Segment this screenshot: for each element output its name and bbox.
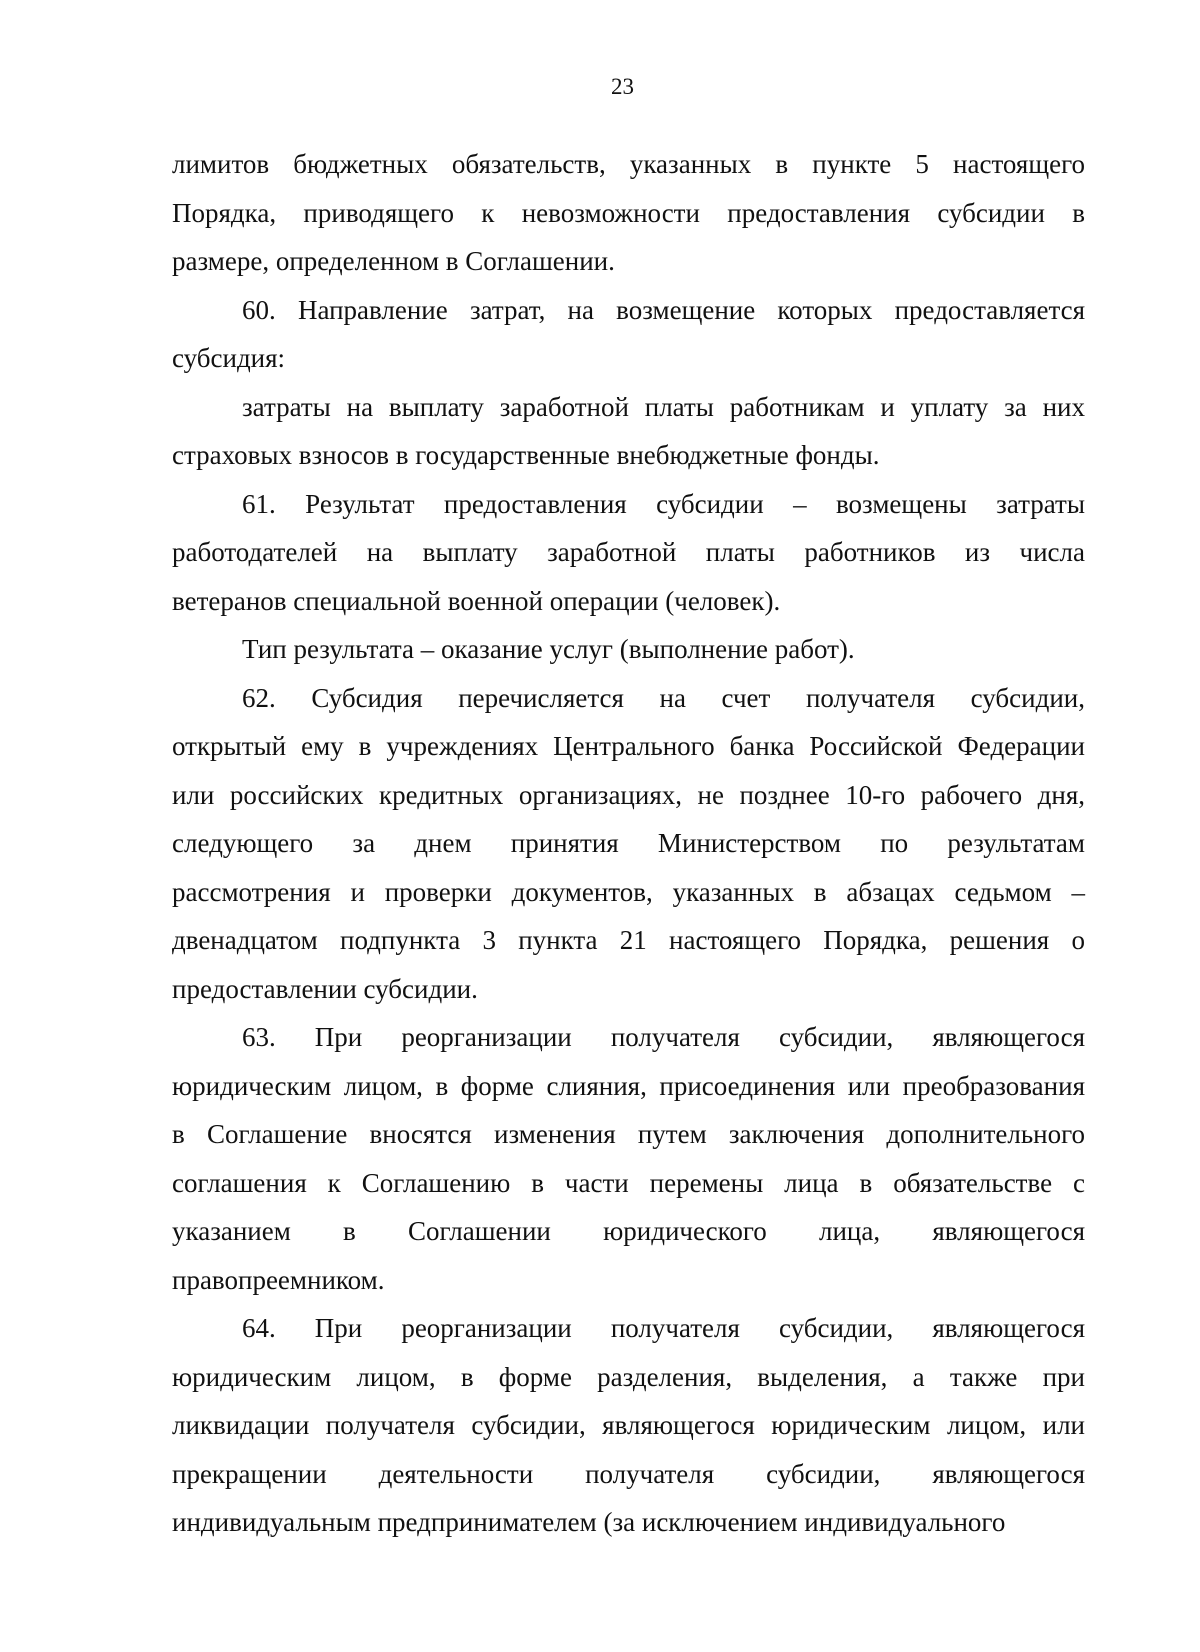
text-line: размере, определенном в Соглашении.	[172, 246, 615, 276]
paragraph-p64	[172, 1304, 1085, 1547]
text-line: правопреемником.	[172, 1264, 385, 1295]
text-line: индивидуальным предпринимателем (за исключением индивидуального	[172, 1507, 1006, 1537]
text-line: 63. При реорганизации получателя субсидии, являющегося	[242, 1022, 1085, 1052]
paragraph-p60	[172, 286, 1085, 383]
text-line: работодателей на выплату заработной платы работников из числа	[172, 537, 1085, 567]
paragraph-p-cont	[172, 140, 1085, 286]
text-line: предоставлении субсидии.	[172, 973, 478, 1004]
page-number: 23	[611, 74, 634, 99]
text-line: указанием в Соглашении юридического лица, являющегося	[172, 1216, 1085, 1246]
text-line: следующего за днем принятия Министерством по результатам	[172, 828, 1085, 858]
text-line: 64. При реорганизации получателя субсидии, являющегося	[242, 1313, 1085, 1343]
paragraph-p61	[172, 480, 1085, 626]
text-line: затраты на выплату заработной платы работникам и уплату за них	[242, 391, 1085, 422]
text-line: рассмотрения и проверки документов, указанных в абзацах седьмом –	[172, 876, 1085, 907]
text-line: страховых взносов в государственные внебюджетные фонды.	[172, 440, 880, 470]
paragraph-p63	[172, 1013, 1085, 1304]
text-line: юридическим лицом, в форме слияния, присоединения или преобразования	[172, 1070, 1085, 1101]
text-line: 60. Направление затрат, на возмещение которых предоставляется	[242, 294, 1085, 325]
text-line: двенадцатом подпункта 3 пункта 21 настоящего Порядка, решения о	[172, 925, 1085, 955]
paragraph-p60-a	[172, 383, 1085, 480]
paragraph-p62	[172, 674, 1085, 1014]
text-line: Порядка, приводящего к невозможности предоставления субсидии в	[172, 197, 1085, 228]
paragraph-p61-a	[172, 625, 1085, 674]
text-line: субсидия:	[172, 343, 286, 373]
text-line: 62. Субсидия перечисляется на счет получателя субсидии,	[242, 682, 1085, 713]
text-line: лимитов бюджетных обязательств, указанных в пункте 5 настоящего	[172, 149, 1085, 179]
text-line: или российских кредитных организациях, не позднее 10-го рабочего дня,	[172, 779, 1085, 810]
text-line: в Соглашение вносятся изменения путем заключения дополнительного	[172, 1119, 1085, 1149]
document-body	[172, 140, 1085, 1547]
text-line: Тип результата – оказание услуг (выполнение работ).	[242, 634, 855, 664]
text-line: ветеранов специальной военной операции (человек).	[172, 585, 781, 616]
text-line: 61. Результат предоставления субсидии – возмещены затраты	[242, 488, 1085, 519]
text-line: соглашения к Соглашению в части перемены лица в обязательстве с	[172, 1167, 1085, 1198]
text-line: прекращении деятельности получателя субсидии, являющегося	[172, 1458, 1085, 1489]
text-line: открытый ему в учреждениях Центрального банка Российской Федерации	[172, 731, 1085, 761]
text-line: ликвидации получателя субсидии, являющегося юридическим лицом, или	[172, 1410, 1085, 1440]
text-line: юридическим лицом, в форме разделения, выделения, а также при	[172, 1361, 1085, 1392]
